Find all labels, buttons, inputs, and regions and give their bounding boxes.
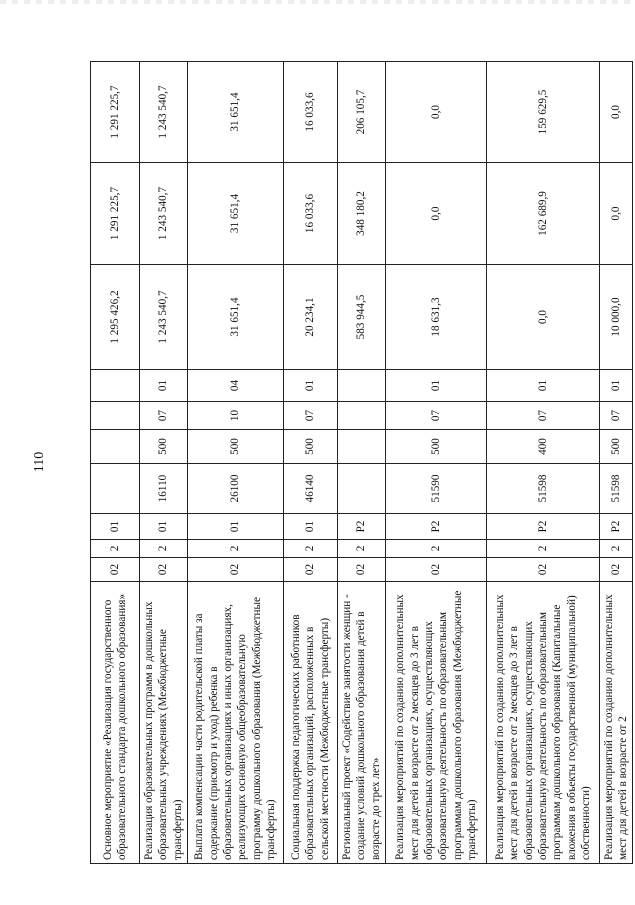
row-code-cell: 07 (599, 402, 632, 430)
table-row (91, 62, 140, 864)
row-code-cell: 02 (386, 558, 487, 582)
row-amount-cell: 31 651,4 (187, 62, 283, 163)
row-amount-cell: 1 243 540,7 (140, 163, 188, 265)
row-code-cell: 16110 (140, 464, 188, 514)
table-row (599, 62, 632, 864)
row-code-cell: 26100 (187, 464, 283, 514)
row-code-cell: 07 (487, 402, 600, 430)
row-amount-cell: 31 651,4 (187, 163, 283, 265)
row-amount-cell: 20 234,1 (283, 265, 337, 370)
row-code-cell: 01 (283, 514, 337, 540)
row-amount-cell: 10 000,0 (599, 265, 632, 370)
table-row (338, 62, 386, 864)
row-name-cell: Основное мероприятие «Реализация государственного образовательного стандарта дошкольного образования» (91, 582, 140, 864)
row-amount-cell: 0,0 (386, 62, 487, 163)
table-row (187, 62, 283, 864)
row-code-cell: P2 (599, 514, 632, 540)
row-name-cell: Реализация мероприятий по созданию дополнительных мест для детей в возрасте от 2 (599, 582, 632, 864)
row-code-cell: 46140 (283, 464, 337, 514)
row-code-cell: 01 (140, 370, 188, 402)
row-code-cell: 02 (91, 558, 140, 582)
row-code-cell: 51598 (599, 464, 632, 514)
row-amount-cell: 1 291 225,7 (91, 163, 140, 265)
row-code-cell: 400 (487, 430, 600, 464)
row-amount-cell: 159 629,5 (487, 62, 600, 163)
table-row (140, 62, 188, 864)
row-amount-cell: 31 651,4 (187, 265, 283, 370)
row-amount-cell: 1 243 540,7 (140, 62, 188, 163)
row-code-cell (91, 402, 140, 430)
row-code-cell: 02 (283, 558, 337, 582)
row-code-cell: 01 (187, 514, 283, 540)
row-amount-cell: 18 631,3 (386, 265, 487, 370)
row-amount-cell: 162 689,9 (487, 163, 600, 265)
row-name-cell: Реализация образовательных программ в дошкольных образовательных учреждениях (Межбюджетные трансферты) (140, 582, 188, 864)
row-name-cell: Реализация мероприятий по созданию дополнительных мест для детей в возрасте от 2 месяцев до 3 лет в образовательных организациях, осуществляющих образовательную деятельность по образовательным программам дошкольного образования (Межбюджетные трансферты) (386, 582, 487, 864)
row-amount-cell: 16 033,6 (283, 62, 337, 163)
row-code-cell: 07 (140, 402, 188, 430)
table-row (283, 62, 337, 864)
page-number: 110 (32, 451, 47, 473)
row-name-cell: Реализация мероприятий по созданию дополнительных мест для детей в возрасте от 2 месяцев до 3 лет в образовательных организациях, осуществляющих образовательную деятельность по образовательным программам дошкольного образования (Капитальные вложения в объекты государственной (муниципальной) собственности) (487, 582, 600, 864)
row-name-cell: Социальная поддержка педагогических работников образовательных организаций, расположенных в сельской местности (Межбюджетные трансферты) (283, 582, 337, 864)
row-code-cell: 51598 (487, 464, 600, 514)
row-amount-cell: 1 243 540,7 (140, 265, 188, 370)
row-code-cell: 2 (599, 540, 632, 558)
row-code-cell: 500 (599, 430, 632, 464)
row-amount-cell: 0,0 (599, 163, 632, 265)
row-code-cell: 2 (338, 540, 386, 558)
row-amount-cell: 0,0 (487, 265, 600, 370)
row-amount-cell: 1 291 225,7 (91, 62, 140, 163)
row-code-cell: 07 (283, 402, 337, 430)
row-code-cell (338, 430, 386, 464)
row-code-cell: 02 (487, 558, 600, 582)
row-code-cell: 01 (386, 370, 487, 402)
row-code-cell (91, 430, 140, 464)
scan-edge (0, 0, 635, 4)
row-code-cell: 01 (91, 514, 140, 540)
table-row (487, 62, 600, 864)
row-code-cell: 2 (487, 540, 600, 558)
row-amount-cell: 0,0 (386, 163, 487, 265)
row-code-cell: 500 (187, 430, 283, 464)
row-code-cell: 500 (140, 430, 188, 464)
rotated-table-content (90, 62, 633, 864)
row-code-cell: 500 (283, 430, 337, 464)
row-code-cell: P2 (386, 514, 487, 540)
row-code-cell: 02 (140, 558, 188, 582)
row-code-cell: 04 (187, 370, 283, 402)
row-code-cell: 2 (187, 540, 283, 558)
row-code-cell (91, 464, 140, 514)
row-amount-cell: 583 944,5 (338, 265, 386, 370)
budget-table (90, 61, 633, 864)
row-amount-cell: 348 180,2 (338, 163, 386, 265)
row-code-cell: 02 (599, 558, 632, 582)
row-code-cell: 2 (386, 540, 487, 558)
row-code-cell: 500 (386, 430, 487, 464)
row-code-cell: 02 (338, 558, 386, 582)
row-code-cell: 51590 (386, 464, 487, 514)
row-amount-cell: 1 295 426,2 (91, 265, 140, 370)
row-code-cell: 01 (487, 370, 600, 402)
row-code-cell: 02 (187, 558, 283, 582)
row-code-cell (338, 464, 386, 514)
table-row (386, 62, 487, 864)
row-name-cell: Региональный проект «Содействие занятости женщин - создание условий дошкольного образования детей в возрасте до трех лет» (338, 582, 386, 864)
row-code-cell: 2 (140, 540, 188, 558)
row-code-cell: 01 (599, 370, 632, 402)
row-code-cell: P2 (338, 514, 386, 540)
row-amount-cell: 206 105,7 (338, 62, 386, 163)
row-amount-cell: 16 033,6 (283, 163, 337, 265)
row-code-cell: 07 (386, 402, 487, 430)
row-code-cell: 01 (283, 370, 337, 402)
row-code-cell: 01 (140, 514, 188, 540)
row-name-cell: Выплата компенсации части родительской платы за содержание (присмотр и уход) ребенка в образовательных организациях и иных организациях, реализующих основную общеобразовательную программу дошкольного образования (Межбюджетные трансферты) (187, 582, 283, 864)
row-code-cell (91, 370, 140, 402)
row-code-cell: 2 (91, 540, 140, 558)
row-code-cell: P2 (487, 514, 600, 540)
rotated-table-frame (90, 62, 635, 860)
row-code-cell: 10 (187, 402, 283, 430)
row-code-cell: 2 (283, 540, 337, 558)
row-code-cell (338, 370, 386, 402)
row-amount-cell: 0,0 (599, 62, 632, 163)
row-code-cell (338, 402, 386, 430)
